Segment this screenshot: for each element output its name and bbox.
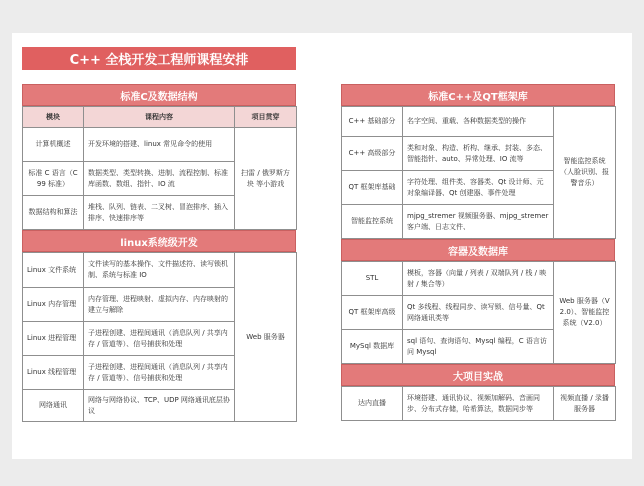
module-name: C++ 高级部分 <box>342 137 403 171</box>
module-content: 文件读写的基本操作、文件描述符、读写锁机制、系统与标准 IO <box>84 253 235 288</box>
table-c-data-structures <box>22 106 297 230</box>
module-name: 计算机概述 <box>23 128 84 162</box>
table-row <box>342 107 616 137</box>
project-cell: Web 服务器（V2.0）、智能监控系统（V2.0） <box>554 262 616 364</box>
section-header-cpp-qt: 标准C++及QT框架库 <box>341 84 615 106</box>
module-content: 数据类型、类型转换、进制、流程控制、标准库函数、数组、指针、IO 流 <box>84 162 235 196</box>
module-content: 堆栈、队列、链表、二叉树、冒泡排序、插入排序、快速排序等 <box>84 196 235 230</box>
module-name: MySql 数据库 <box>342 330 403 364</box>
module-content: 字符处理、组件类、容器类、Qt 设计师、元对象编译器、Qt 创建器、事件处理 <box>403 171 554 205</box>
module-name: 达内直播 <box>342 387 403 421</box>
module-name: 智能监控系统 <box>342 205 403 239</box>
module-name: C++ 基础部分 <box>342 107 403 137</box>
module-name: STL <box>342 262 403 296</box>
module-name: Linux 线程管理 <box>23 356 84 390</box>
module-content: Qt 多线程、线程同步、读写锁、信号量、Qt 网络通讯类等 <box>403 296 554 330</box>
module-content: 环境搭建、通讯协议、视频加解码、音画同步、分布式存储，哈希算法，数据同步等 <box>403 387 554 421</box>
section-header-c-data-structures: 标准C及数据结构 <box>22 84 296 106</box>
module-name: 网络通讯 <box>23 390 84 422</box>
module-content: mjpg_stremer 视频服务器、mjpg_stremer 客户端、日志文件、 <box>403 205 554 239</box>
left-column <box>22 84 296 422</box>
module-name: Linux 进程管理 <box>23 322 84 356</box>
table-row <box>23 253 297 288</box>
module-content: 子进程创建、进程间通讯（消息队列 / 共享内存 / 管道等）、信号捕获和处理 <box>84 322 235 356</box>
page-title: C++ 全栈开发工程师课程安排 <box>22 47 296 70</box>
module-content: 模板，容器（向量 / 列表 / 双端队列 / 栈 / 映射 / 集合等） <box>403 262 554 296</box>
module-name: 数据结构和算法 <box>23 196 84 230</box>
module-content: 内存管理、进程映射、虚拟内存、内存映射的建立与解除 <box>84 288 235 322</box>
table-cpp-qt <box>341 106 616 239</box>
column-header-content: 课程内容 <box>84 107 235 128</box>
module-content: 子进程创建、进程间通讯（消息队列 / 共享内存 / 管道等）、信号捕获和处理 <box>84 356 235 390</box>
table-containers-db <box>341 261 616 364</box>
column-header-module: 模块 <box>23 107 84 128</box>
module-content: sql 语句、查询语句、Mysql 编程，C 语言访问 Mysql <box>403 330 554 364</box>
module-name: Linux 内存管理 <box>23 288 84 322</box>
table-row <box>23 128 297 162</box>
module-name: QT 框架库高级 <box>342 296 403 330</box>
table-row <box>342 387 616 421</box>
project-cell: Web 服务器 <box>235 253 297 422</box>
project-cell: 视频直播 / 录播服务器 <box>554 387 616 421</box>
project-cell: 扫雷 / 俄罗斯方块 等小游戏 <box>235 128 297 230</box>
section-header-linux: linux系统级开发 <box>22 230 296 252</box>
table-row <box>342 262 616 296</box>
module-content: 类和对象、构造、析构、继承、封装、多态、智能指针、auto、异常处理、IO 流等 <box>403 137 554 171</box>
module-content: 名字空间、重载、各种数据类型的操作 <box>403 107 554 137</box>
project-cell: 智能监控系统（人脸识别、报警音乐） <box>554 107 616 239</box>
right-column <box>341 84 615 421</box>
module-name: Linux 文件系统 <box>23 253 84 288</box>
column-header-project: 项目贯穿 <box>235 107 297 128</box>
module-content: 开发环境的搭建、linux 常见命令的使用 <box>84 128 235 162</box>
section-header-containers-db: 容器及数据库 <box>341 239 615 261</box>
module-content: 网络与网络协议、TCP、UDP 网络通讯底层协议 <box>84 390 235 422</box>
table-big-project <box>341 386 616 421</box>
section-header-big-project: 大项目实战 <box>341 364 615 386</box>
table-linux <box>22 252 297 422</box>
module-name: 标准 C 语言（C99 标准） <box>23 162 84 196</box>
table-header-row <box>23 107 297 128</box>
module-name: QT 框架库基础 <box>342 171 403 205</box>
